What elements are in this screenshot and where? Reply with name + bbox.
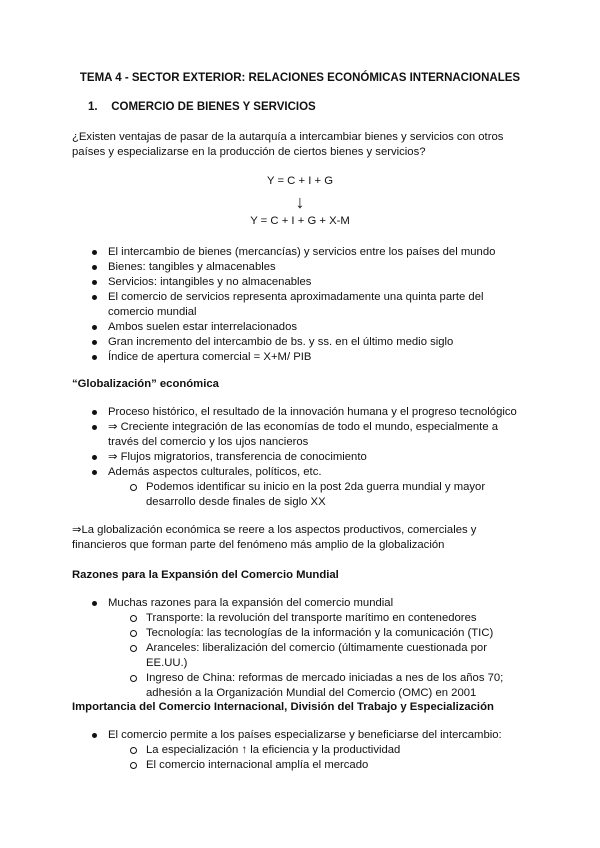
- heading-globalizacion: “Globalización” económica: [72, 378, 219, 390]
- section-label: COMERCIO DE BIENES Y SERVICIOS: [111, 101, 316, 113]
- trade-bullets: [90, 245, 530, 365]
- sub-list-item: Ingreso de China: reformas de mercado iniciadas a nes de los años 70; adhesión a la Organización Mundial del Comercio (OMC) en 2001: [130, 671, 530, 701]
- list-item: El comercio de servicios representa aproximadamente una quinta parte del comercio mundial: [90, 290, 530, 320]
- list-item: Proceso histórico, el resultado de la innovación humana y el progreso tecnológico: [90, 405, 530, 420]
- list-item: Gran incremento del intercambio de bs. y ss. en el último medio siglo: [90, 335, 530, 350]
- sub-list: [130, 743, 530, 773]
- heading-razones: Razones para la Expansión del Comercio Mundial: [72, 569, 339, 581]
- list-item: ⇒ Flujos migratorios, transferencia de conocimiento: [90, 450, 530, 465]
- list-item: Ambos suelen estar interrelacionados: [90, 320, 530, 335]
- sub-list-item: Podemos identificar su inicio en la post 2da guerra mundial y mayor desarrollo desde finales de siglo XX: [130, 480, 530, 510]
- list-item: Servicios: intangibles y no almacenables: [90, 275, 530, 290]
- document-title: TEMA 4 - SECTOR EXTERIOR: RELACIONES ECONÓMICAS INTERNACIONALES: [79, 72, 521, 84]
- section-heading: [88, 100, 316, 115]
- list-item-text: Muchas razones para la expansión del comercio mundial: [108, 597, 394, 609]
- list-item: [90, 728, 530, 773]
- sub-list-item: Transporte: la revolución del transporte marítimo en contenedores: [130, 611, 530, 626]
- list-item-text: Además aspectos culturales, políticos, etc.: [108, 466, 322, 478]
- equation-open: Y = C + I + G + X-M: [250, 215, 350, 227]
- reasons-bullets: [90, 596, 530, 701]
- equation-closed: Y = C + I + G: [266, 175, 334, 187]
- sub-list-item: Tecnología: las tecnologías de la información y la comunicación (TIC): [130, 626, 530, 641]
- heading-importancia: Importancia del Comercio Internacional, División del Trabajo y Especialización: [72, 701, 494, 713]
- sub-list-item: Aranceles: liberalización del comercio (últimamente cuestionada por EE.UU.): [130, 641, 530, 671]
- sub-list-item: La especialización ↑ la eficiencia y la productividad: [130, 743, 530, 758]
- list-item: ⇒ Creciente integración de las economías de todo el mundo, especialmente a través del comercio y los ujos nancieros: [90, 420, 530, 450]
- list-item-text: El comercio permite a los países especializarse y beneficiarse del intercambio:: [108, 729, 502, 741]
- sub-list: [130, 611, 530, 701]
- down-arrow-icon: ↓: [295, 192, 305, 212]
- list-item: El intercambio de bienes (mercancías) y servicios entre los países del mundo: [90, 245, 530, 260]
- list-item: [90, 465, 530, 510]
- sub-list: [130, 480, 530, 510]
- sub-list-item: El comercio internacional amplía el mercado: [130, 758, 530, 773]
- list-item: Índice de apertura comercial = X+M/ PIB: [90, 350, 530, 365]
- intro-paragraph: ¿Existen ventajas de pasar de la autarquía a intercambiar bienes y servicios con otros países y especializarse en la producción de ciertos bienes y servicios?: [72, 131, 504, 158]
- globalization-bullets: [90, 405, 530, 510]
- list-item: Bienes: tangibles y almacenables: [90, 260, 530, 275]
- importance-bullets: [90, 728, 530, 773]
- globalization-paragraph: ⇒La globalización económica se reere a los aspectos productivos, comerciales y financieros que forman parte del fenómeno más amplio de la globalización: [72, 524, 477, 551]
- section-number: 1.: [88, 101, 98, 113]
- list-item: [90, 596, 530, 701]
